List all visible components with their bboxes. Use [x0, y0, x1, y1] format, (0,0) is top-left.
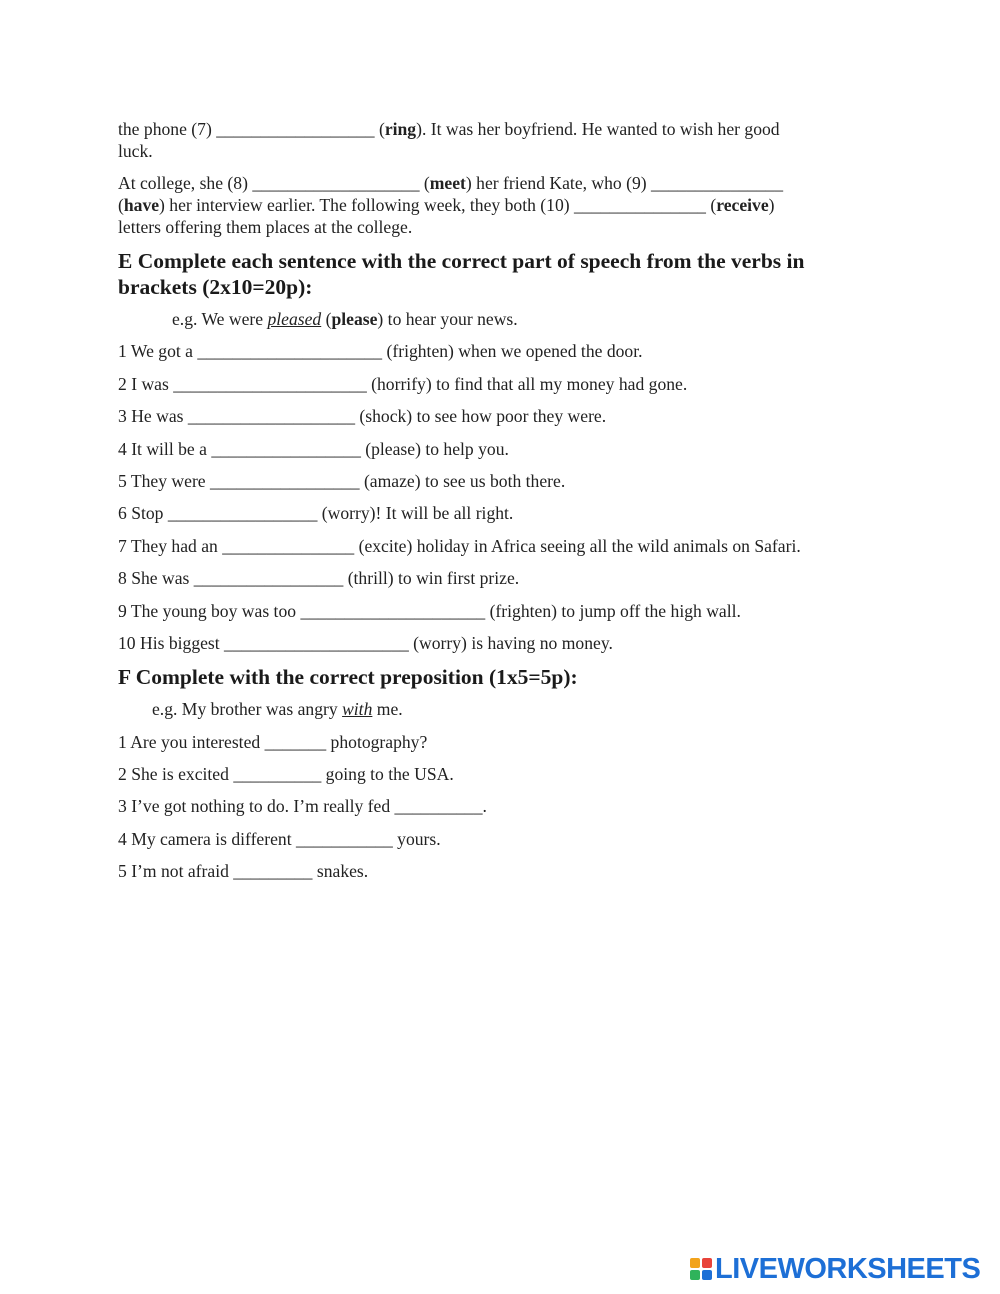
section-f-item-4[interactable]: 4 My camera is different ___________ yours. [118, 828, 441, 849]
section-e-item-6[interactable]: 6 Stop _________________ (worry)! It will be all right. [118, 503, 514, 524]
logo-squares-icon [690, 1258, 712, 1280]
section-e-heading: E Complete each sentence with the correct part of speech from the verbs in brackets (2x10=20p): [118, 249, 805, 299]
section-e-item-8[interactable]: 8 She was _________________ (thrill) to win first prize. [118, 568, 520, 589]
paragraph-8-10: At college, she (8) ___________________ (meet) her friend Kate, who (9) _______________ (have) her interview earlier. The following week, they both (10) _______________ (receive) letters offering them places at the college. [118, 173, 783, 237]
section-f-heading: F Complete with the correct preposition (1x5=5p): [118, 665, 578, 690]
section-e-item-10[interactable]: 10 His biggest _____________________ (worry) is having no money. [118, 632, 613, 653]
section-e-item-4[interactable]: 4 It will be a _________________ (please) to help you. [118, 438, 509, 459]
section-f-example: e.g. My brother was angry with me. [152, 699, 403, 720]
paragraph-7: the phone (7) __________________ (ring). It was her boyfriend. He wanted to wish her good luck. [118, 119, 780, 161]
section-f-item-1[interactable]: 1 Are you interested _______ photography? [118, 731, 428, 752]
example-answer-with: with [342, 699, 373, 720]
section-e-item-5[interactable]: 5 They were _________________ (amaze) to see us both there. [118, 470, 566, 491]
verb-ring: ring [384, 119, 417, 139]
verb-meet: meet [429, 173, 466, 193]
logo-text: LIVEWORKSHEETS [715, 1253, 981, 1285]
section-f-item-2[interactable]: 2 She is excited __________ going to the USA. [118, 764, 454, 785]
verb-have: have [123, 195, 160, 215]
example-verb: please [331, 309, 378, 329]
verb-receive: receive [716, 195, 769, 215]
liveworksheets-logo [690, 1253, 980, 1285]
section-e-item-2[interactable]: 2 I was ______________________ (horrify) to find that all my money had gone. [118, 373, 688, 394]
section-f-item-5[interactable]: 5 I’m not afraid _________ snakes. [118, 861, 369, 882]
section-e-item-1[interactable]: 1 We got a _____________________ (frighten) when we opened the door. [118, 341, 643, 362]
section-e-item-7[interactable]: 7 They had an _______________ (excite) holiday in Africa seeing all the wild animals on Safari. [118, 535, 801, 556]
section-f-item-3[interactable]: 3 I’ve got nothing to do. I’m really fed __________. [118, 796, 487, 817]
section-e-item-3[interactable]: 3 He was ___________________ (shock) to see how poor they were. [118, 406, 607, 427]
worksheet-page [118, 118, 878, 893]
example-answer: pleased [267, 309, 322, 329]
section-e-example: e.g. We were pleased (please) to hear your news. [172, 309, 518, 329]
section-e-item-9[interactable]: 9 The young boy was too _____________________ (frighten) to jump off the high wall. [118, 600, 741, 621]
